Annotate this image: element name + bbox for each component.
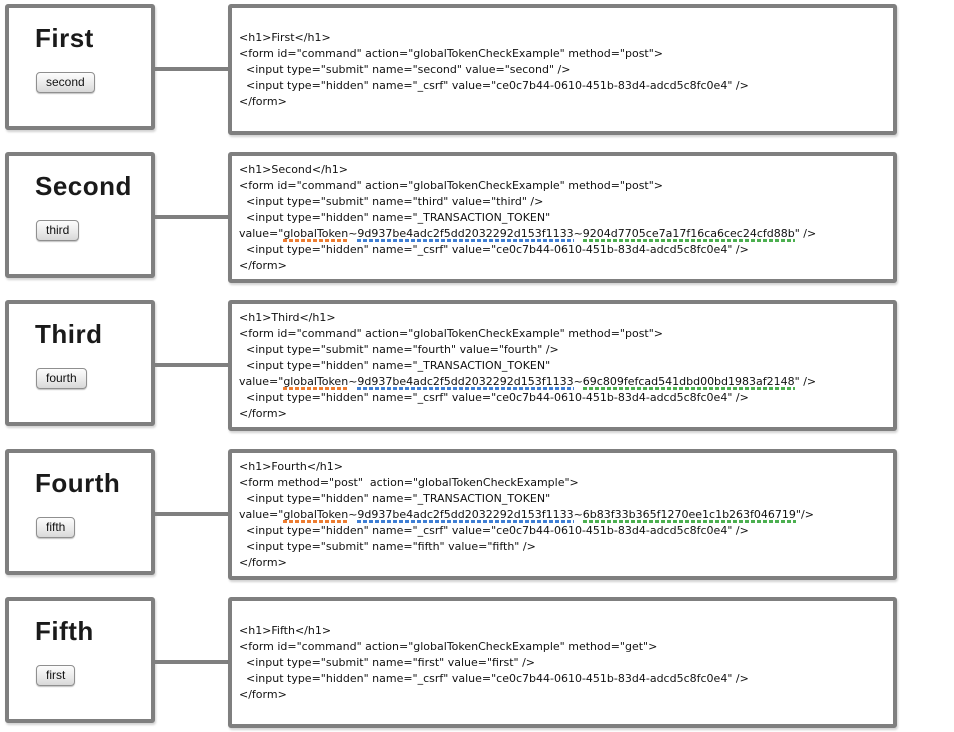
code-text: "/>: [795, 507, 814, 521]
code-text: <input type="hidden" name="_TRANSACTION_TOKEN": [239, 358, 551, 372]
code-line: [239, 94, 893, 110]
code-line: [239, 655, 893, 671]
page-title: Fourth: [35, 468, 121, 498]
code-text: value=": [239, 374, 284, 388]
page-title: First: [35, 23, 94, 53]
code-box-second: [228, 152, 897, 283]
connector-line: [155, 660, 228, 664]
code-line: [239, 46, 893, 62]
code-line: [239, 687, 893, 703]
code-line: [239, 507, 893, 523]
code-text: <input type="hidden" name="_csrf" value="ce0c7b44-0610-451b-83d4-adcd5c8fc0e4" />: [239, 78, 749, 92]
code-line: [239, 258, 893, 274]
code-text: ~: [573, 226, 583, 240]
code-text: <input type="hidden" name="_csrf" value="ce0c7b44-0610-451b-83d4-adcd5c8fc0e4" />: [239, 242, 749, 256]
diagram-row: [5, 152, 897, 283]
code-text: </form>: [239, 258, 287, 272]
code-text: ~: [573, 507, 583, 521]
code-text: <input type="submit" name="third" value="third" />: [239, 194, 544, 208]
code-line: [239, 210, 893, 226]
diagram-row: [5, 300, 897, 431]
page-title: Second: [35, 171, 132, 201]
code-line: [239, 162, 893, 178]
code-line: [239, 623, 893, 639]
token-part-orange-underline: globalToken: [283, 507, 349, 521]
token-part-blue-underline: 9d937be4adc2f5dd2032292d153f1133: [357, 507, 574, 521]
code-text: <form id="command" action="globalTokenCheckExample" method="post">: [239, 46, 664, 60]
page-title: Third: [35, 319, 103, 349]
connector-line: [155, 215, 228, 219]
code-text: <input type="hidden" name="_csrf" value="ce0c7b44-0610-451b-83d4-adcd5c8fc0e4" />: [239, 671, 749, 685]
token-part-green-underline: 6b83f33b365f1270ee1c1b263f046719: [582, 507, 796, 521]
diagram-row: [5, 597, 897, 728]
connector-line: [155, 67, 228, 71]
page-box-fourth: [5, 449, 155, 575]
code-text: ~: [348, 507, 358, 521]
code-text: ~: [348, 374, 358, 388]
code-text: <form id="command" action="globalTokenCheckExample" method="post">: [239, 326, 664, 340]
code-line: [239, 30, 893, 46]
code-text: value=": [239, 226, 284, 240]
code-text: <form method="post" action="globalTokenCheckExample">: [239, 475, 579, 489]
token-part-orange-underline: globalToken: [283, 374, 349, 388]
code-line: [239, 358, 893, 374]
token-part-green-underline: 9204d7705ce7a17f16ca6cec24cfd88b: [582, 226, 795, 240]
code-text: <form id="command" action="globalTokenCheckExample" method="post">: [239, 178, 664, 192]
code-box-third: [228, 300, 897, 431]
code-text: </form>: [239, 687, 287, 701]
page-button[interactable]: second: [36, 72, 95, 93]
token-part-blue-underline: 9d937be4adc2f5dd2032292d153f1133: [357, 226, 574, 240]
code-text: <input type="hidden" name="_TRANSACTION_TOKEN": [239, 491, 551, 505]
code-text: </form>: [239, 406, 287, 420]
diagram-row: [5, 4, 897, 135]
code-text: value=": [239, 507, 284, 521]
code-line: [239, 62, 893, 78]
code-line: [239, 374, 893, 390]
code-line: [239, 523, 893, 539]
page-button[interactable]: fifth: [36, 517, 75, 538]
code-text: <input type="submit" name="first" value="first" />: [239, 655, 535, 669]
code-line: [239, 326, 893, 342]
code-text: <form id="command" action="globalTokenCheckExample" method="get">: [239, 639, 658, 653]
page-title: Fifth: [35, 616, 94, 646]
connector-line: [155, 512, 228, 516]
token-part-blue-underline: 9d937be4adc2f5dd2032292d153f1133: [357, 374, 574, 388]
code-text: <input type="submit" name="fourth" value="fourth" />: [239, 342, 559, 356]
token-part-orange-underline: globalToken: [283, 226, 349, 240]
page-box-first: [5, 4, 155, 130]
code-line: [239, 475, 893, 491]
code-text: <input type="submit" name="second" value="second" />: [239, 62, 571, 76]
page-button[interactable]: third: [36, 220, 79, 241]
code-text: <input type="hidden" name="_csrf" value="ce0c7b44-0610-451b-83d4-adcd5c8fc0e4" />: [239, 390, 749, 404]
code-text: <input type="submit" name="fifth" value="fifth" />: [239, 539, 536, 553]
code-line: [239, 671, 893, 687]
code-box-fifth: [228, 597, 897, 728]
code-line: [239, 226, 893, 242]
code-text: <input type="hidden" name="_csrf" value="ce0c7b44-0610-451b-83d4-adcd5c8fc0e4" />: [239, 523, 749, 537]
code-line: [239, 194, 893, 210]
code-text: <h1>Fourth</h1>: [239, 459, 343, 473]
page-box-fifth: [5, 597, 155, 723]
code-line: [239, 342, 893, 358]
code-line: [239, 390, 893, 406]
connector-line: [155, 363, 228, 367]
code-text: </form>: [239, 94, 287, 108]
code-text: <h1>First</h1>: [239, 30, 331, 44]
code-line: [239, 491, 893, 507]
code-text: " />: [794, 226, 817, 240]
code-line: [239, 242, 893, 258]
page-button[interactable]: fourth: [36, 368, 87, 389]
code-line: [239, 178, 893, 194]
code-line: [239, 78, 893, 94]
code-text: <h1>Second</h1>: [239, 162, 348, 176]
page-box-third: [5, 300, 155, 426]
page-box-second: [5, 152, 155, 278]
code-line: [239, 406, 893, 422]
code-line: [239, 555, 893, 571]
code-box-fourth: [228, 449, 897, 580]
diagram-row: [5, 449, 897, 580]
code-text: ~: [573, 374, 583, 388]
code-text: <input type="hidden" name="_TRANSACTION_TOKEN": [239, 210, 551, 224]
code-text: <h1>Third</h1>: [239, 310, 336, 324]
code-box-first: [228, 4, 897, 135]
code-text: <h1>Fifth</h1>: [239, 623, 332, 637]
code-line: [239, 639, 893, 655]
code-text: ~: [348, 226, 358, 240]
code-line: [239, 310, 893, 326]
code-line: [239, 539, 893, 555]
page-button[interactable]: first: [36, 665, 75, 686]
code-text: " />: [794, 374, 817, 388]
code-line: [239, 459, 893, 475]
token-part-green-underline: 69c809fefcad541dbd00bd1983af2148: [582, 374, 795, 388]
code-text: </form>: [239, 555, 287, 569]
